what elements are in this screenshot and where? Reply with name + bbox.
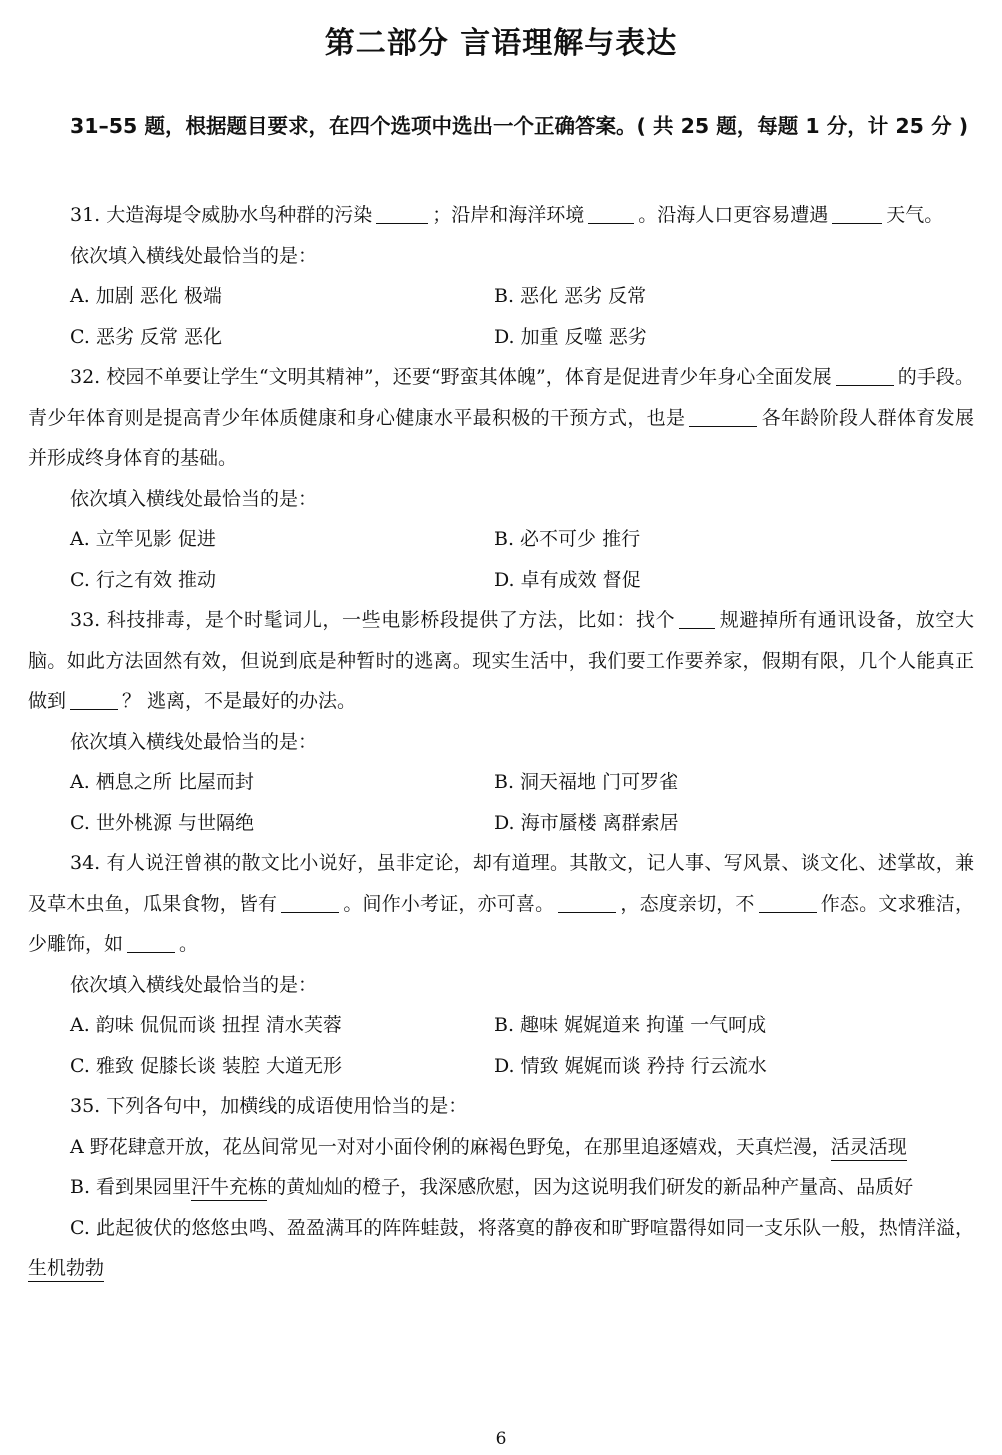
q35-option-a[interactable]: [28, 1127, 974, 1168]
questions-body: [28, 195, 974, 1289]
q34-option-c[interactable]: C. 雅致 促膝长谈 装腔 大道无形: [70, 1054, 343, 1077]
question-32-stem: [28, 357, 974, 479]
q32-option-c[interactable]: C. 行之有效 推动: [70, 568, 216, 591]
q33-option-b[interactable]: B. 洞天福地 门可罗雀: [494, 771, 679, 793]
q35-a-underlined-idiom: 活灵活现: [831, 1136, 907, 1161]
q35-c-underlined-idiom: 生机勃勃: [28, 1257, 104, 1282]
q31-option-a[interactable]: A. 加剧 恶化 极端: [70, 285, 222, 307]
q32-option-a[interactable]: A. 立竿见影 促进: [70, 528, 216, 550]
answer-blank: [127, 933, 175, 953]
answer-blank: [759, 893, 817, 913]
answer-blank: [70, 690, 118, 710]
q35-a-text: A 野花肆意开放，花丛间常见一对对小面伶俐的麻褐色野兔，在那里追逐嬉戏，天真烂漫，: [70, 1135, 831, 1158]
q33-option-d[interactable]: D. 海市蜃楼 离群索居: [494, 811, 679, 834]
q35-b-text-2: 的黄灿灿的橙子，我深感欣慰，因为这说明我们研发的新品种产量高、品质好: [267, 1176, 914, 1198]
q34-options-row-1: [28, 1005, 974, 1046]
q33-text-1: 33. 科技排毒，是个时髦词儿，一些电影桥段提供了方法，比如：找个: [70, 609, 676, 631]
q35-option-b[interactable]: [28, 1167, 974, 1208]
q31-text-1: 31. 大造海堤令威胁水鸟种群的污染: [70, 204, 373, 226]
answer-blank: [588, 204, 634, 224]
answer-blank: [281, 893, 339, 913]
section-title: 第二部分 言语理解与表达: [324, 26, 678, 61]
q32-options-row-1: [28, 519, 974, 560]
q33-options-row-1: [28, 762, 974, 803]
q34-option-b[interactable]: B. 趣味 娓娓道来 拘谨 一气呵成: [494, 1014, 767, 1036]
answer-blank: [689, 407, 757, 427]
q34-prompt: 依次填入横线处最恰当的是：: [70, 973, 318, 996]
q32-text-3: 各年龄阶段人群体育发展并形成终身体育的基础。: [28, 406, 974, 469]
q31-option-c[interactable]: C. 恶劣 反常 恶化: [70, 325, 223, 348]
answer-blank: [679, 609, 715, 629]
q31-option-d[interactable]: D. 加重 反噬 恶劣: [494, 325, 647, 348]
q33-option-c[interactable]: C. 世外桃源 与世隔绝: [70, 811, 254, 834]
section-instructions: 31–55 题，根据题目要求，在四个选项中选出一个正确答案。( 共 25 题，每题 1 分，计 25 分 ): [70, 114, 969, 138]
q34-option-d[interactable]: D. 情致 娓娓而谈 矜持 行云流水: [494, 1054, 767, 1077]
q33-options-row-2: [28, 803, 974, 844]
q34-text-4: 作态。文求雅洁，少雕饰，如: [28, 892, 974, 955]
q32-text-2: 的手段。青少年体育则是提高青少年体质健康和身心健康水平最积极的干预方式，也是: [28, 366, 974, 429]
q31-prompt: 依次填入横线处最恰当的是：: [70, 244, 318, 267]
q35-b-underlined-idiom: 汗牛充栋: [191, 1176, 267, 1201]
q34-text-1: 34. 有人说汪曾祺的散文比小说好，虽非定论，却有道理。其散文，记人事、写风景、谈文化、述掌故，兼及草木虫鱼，瓜果食物，皆有: [28, 852, 974, 915]
q34-text-3: ，态度亲切，不: [620, 892, 755, 915]
q35-option-c[interactable]: [28, 1208, 974, 1289]
q33-text-2: 规避掉所有通讯设备，放空大脑。如此方法固然有效，但说到底是种暂时的逃离。现实生活中，我们要工作要养家，假期有限，几个人能真正做到: [28, 609, 974, 712]
answer-blank: [832, 204, 882, 224]
q31-text-3: 。沿海人口更容易遭遇: [638, 204, 829, 226]
q35-b-text-1: B. 看到果园里: [70, 1176, 192, 1198]
q33-prompt: 依次填入横线处最恰当的是：: [70, 730, 318, 753]
question-35-stem: 35. 下列各句中，加横线的成语使用恰当的是：: [70, 1095, 468, 1117]
q35-c-text: C. 此起彼伏的悠悠虫鸣、盈盈满耳的阵阵蛙鼓，将落寞的静夜和旷野喧嚣得如同一支乐队一般，热情洋溢，: [70, 1216, 974, 1239]
q34-option-a[interactable]: A. 韵味 侃侃而谈 扭捏 清水芙蓉: [70, 1014, 342, 1036]
question-31-stem: [28, 195, 974, 236]
q31-options-row-2: [28, 317, 974, 358]
q32-option-b[interactable]: B. 必不可少 推行: [494, 528, 641, 550]
q31-text-2: ；沿岸和海洋环境: [432, 204, 585, 226]
question-33-stem: [28, 600, 974, 722]
q34-options-row-2: [28, 1046, 974, 1087]
q32-options-row-2: [28, 560, 974, 601]
q31-text-4: 天气。: [886, 204, 944, 226]
answer-blank: [836, 366, 894, 386]
answer-blank: [376, 204, 428, 224]
answer-blank: [558, 893, 616, 913]
question-34-stem: [28, 843, 974, 965]
q33-text-3: ？ 逃离，不是最好的办法。: [122, 690, 357, 712]
page-number: 6: [495, 1429, 507, 1449]
q33-option-a[interactable]: A. 栖息之所 比屋而封: [70, 771, 254, 793]
q31-option-b[interactable]: B. 恶化 恶劣 反常: [494, 285, 647, 307]
q34-text-2: 。间作小考证，亦可喜。: [343, 892, 555, 915]
q32-option-d[interactable]: D. 卓有成效 督促: [494, 568, 641, 591]
q32-text-1: 32. 校园不单要让学生“文明其精神”，还要“野蛮其体魄”，体育是促进青少年身心全面发展: [70, 366, 832, 388]
q31-options-row-1: [28, 276, 974, 317]
q34-text-5: 。: [179, 933, 199, 955]
q32-prompt: 依次填入横线处最恰当的是：: [70, 487, 318, 510]
